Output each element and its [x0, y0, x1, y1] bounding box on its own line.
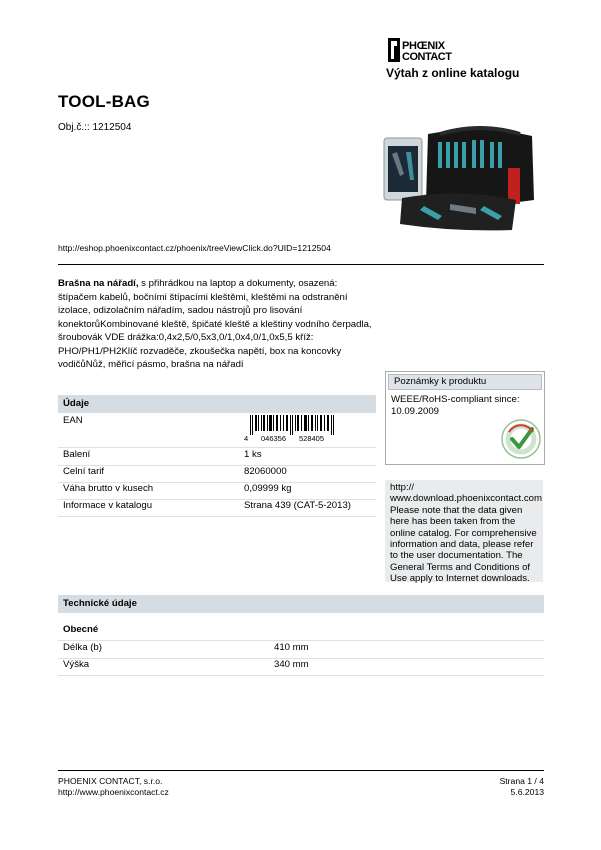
svg-text:CONTACT: CONTACT — [402, 51, 452, 62]
divider — [58, 264, 544, 265]
footer-date: 5.6.2013 — [510, 787, 544, 797]
product-url[interactable]: http://eshop.phoenixcontact.cz/phoenix/treeViewClick.do?UID=1212504 — [58, 243, 331, 253]
product-image — [380, 124, 540, 232]
row-value: 410 mm — [274, 642, 309, 653]
disclaimer-text: http:// www.download.phoenixcontact.com Please note that the data given here has been taken from the online catalog. For comprehensive information and data, please refer to the user documentation. The General Terms and Conditions of Use apply to Internet downloads. — [390, 482, 542, 585]
product-description — [58, 277, 376, 372]
row-label: Váha brutto v kusech — [63, 483, 154, 494]
row-value: 0,09999 kg — [244, 483, 292, 494]
technical-section — [58, 624, 544, 641]
description-title: Brašna na nářadí, — [58, 278, 139, 289]
ean-digits-right: 528405 — [299, 434, 325, 443]
weee-note: WEEE/RoHS-compliant since: 10.09.2009 — [391, 394, 520, 417]
footer-divider — [58, 770, 544, 771]
table-row — [58, 483, 376, 500]
barcode-icon — [250, 415, 336, 435]
order-value: 1212504 — [92, 122, 132, 133]
product-notes-box — [385, 371, 545, 465]
order-number — [58, 122, 131, 133]
rohs-compliant-seal — [500, 418, 542, 460]
disclaimer-box — [385, 480, 543, 585]
table-row-ean — [58, 415, 376, 448]
table-row — [58, 659, 544, 676]
description-text: s přihrádkou na laptop a dokumenty, osazená: štípačem kabelů, bočními štípacími kleštěmi, kleštěmi na odstranění izolace, odizolačním nářadím, sadou nástrojů pro lisování konektorůKombinované kleště, špičaté kleště a kleštiny vodního čerpadla, šroubovák VDE drážka:0,4x2,5/0,5x3,0/1,0x4,0/1,0x5,5 kříž: PHO/PH1/PH2Klíč rozvaděče, zkoušečka napětí, box na koncovky vodičůNůž, měřicí pásmo, brašna na nářadí — [58, 278, 372, 370]
svg-text:PHŒNIX: PHŒNIX — [402, 40, 445, 52]
row-label: Délka (b) — [63, 642, 102, 653]
row-label: Informace v katalogu — [63, 500, 153, 511]
ean-digit-first: 4 — [244, 434, 249, 443]
footer-company: PHOENIX CONTACT, s.r.o. — [58, 776, 163, 786]
page-number: Strana 1 / 4 — [499, 776, 544, 786]
row-value: Strana 439 (CAT-5-2013) — [244, 500, 352, 511]
table-row — [58, 500, 376, 517]
row-value: 1 ks — [244, 449, 262, 460]
table-row — [58, 466, 376, 483]
ean-digits — [244, 434, 325, 443]
product-title: TOOL-BAG — [58, 92, 150, 111]
row-label: Balení — [63, 449, 91, 460]
table-row — [58, 642, 544, 659]
order-label: Obj.č.:: — [58, 122, 90, 133]
table-row — [58, 449, 376, 466]
product-notes-heading: Poznámky k produktu — [388, 374, 542, 390]
catalog-subtitle: Výtah z online katalogu — [386, 66, 520, 80]
technical-heading: Technické údaje — [58, 595, 544, 613]
row-label: Výška — [63, 659, 90, 670]
udaje-heading: Údaje — [58, 395, 376, 413]
ean-digits-left: 046356 — [261, 434, 287, 443]
footer-website[interactable]: http://www.phoenixcontact.cz — [58, 787, 169, 797]
phoenix-contact-logo — [388, 38, 484, 62]
row-value: 340 mm — [274, 659, 309, 670]
ean-label: EAN — [63, 415, 83, 426]
row-value: 82060000 — [244, 466, 287, 477]
row-label: Celní tarif — [63, 466, 105, 477]
section-title: Obecné — [63, 624, 99, 635]
